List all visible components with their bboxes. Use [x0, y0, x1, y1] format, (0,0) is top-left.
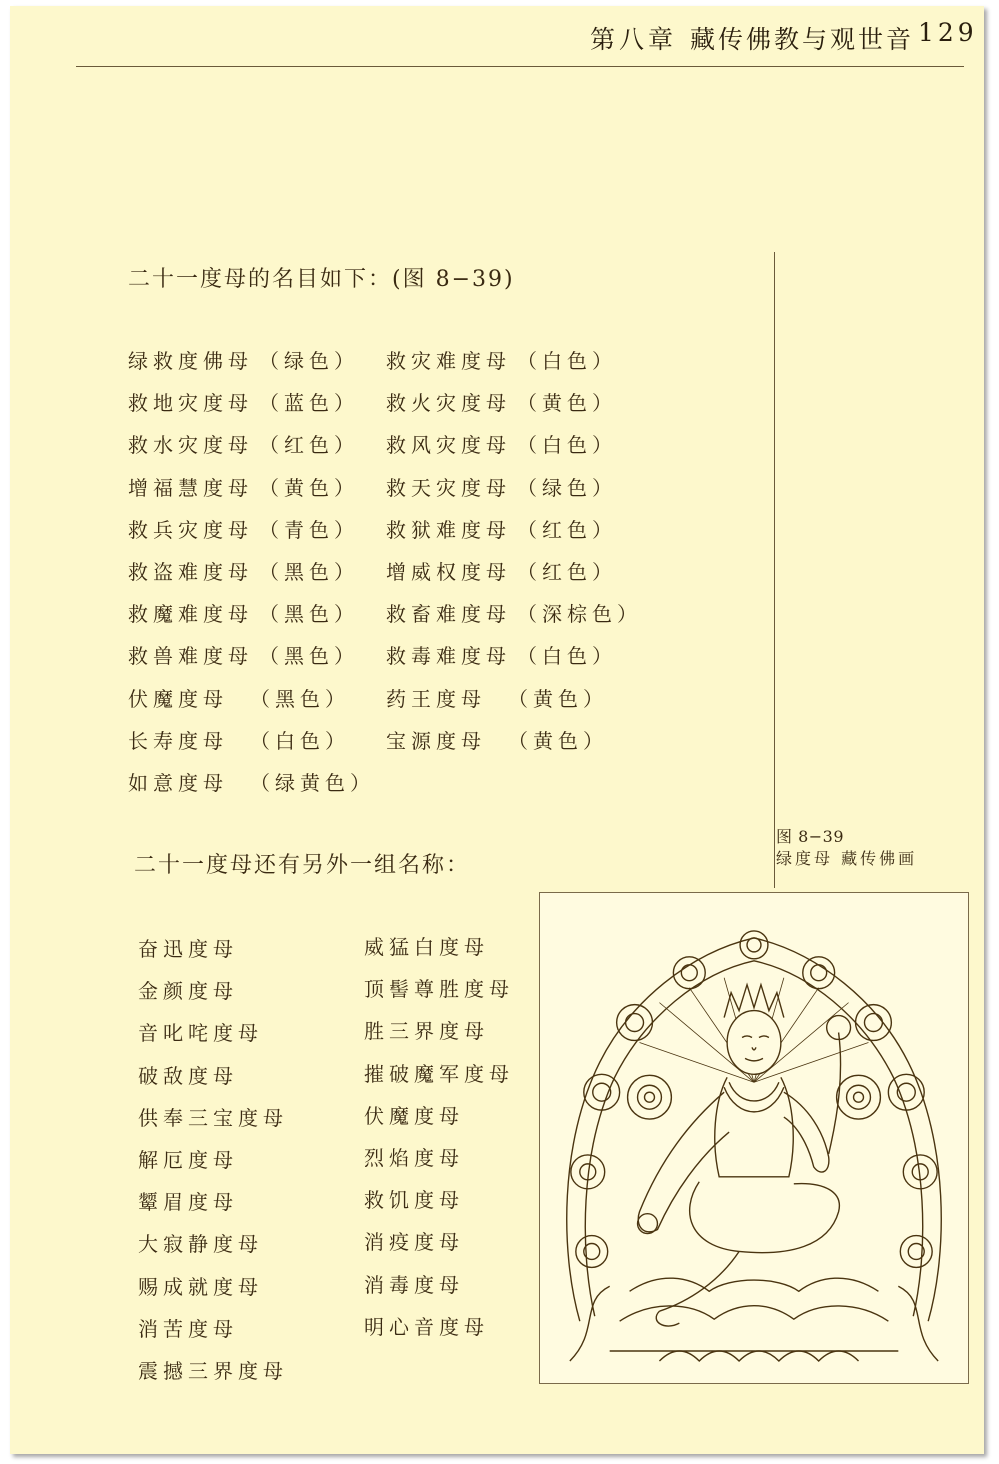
tara-name: 如意度母: [128, 770, 228, 795]
tara-name: 救地灾度母: [128, 391, 253, 416]
tara-color: （白色）: [250, 728, 350, 753]
figure-caption: [776, 826, 917, 870]
tara-color: （黑色）: [250, 686, 350, 711]
tara-name: 救灾难度母: [386, 349, 511, 373]
tara-name: 救火灾度母: [386, 391, 511, 416]
tara-color: （黄色）: [517, 391, 617, 416]
list-item: 威猛白度母: [364, 935, 489, 959]
list-item: 破敌度母: [138, 1063, 238, 1088]
tara-name: 绿救度佛母: [128, 349, 253, 373]
tara-color: （深棕色）: [517, 602, 642, 627]
tara-name: 增威权度母: [386, 559, 511, 584]
chapter-title: 藏传佛教与观世音: [690, 25, 915, 54]
tara-name: 宝源度母: [386, 728, 486, 753]
tara-name: 救盗难度母: [128, 559, 253, 584]
figure-description: 绿度母 藏传佛画: [776, 849, 918, 868]
list-item: 赐成就度母: [138, 1274, 263, 1299]
tara-name: 救兽难度母: [128, 644, 253, 669]
list-item: 供奉三宝度母: [138, 1105, 288, 1130]
tara-color: （黑色）: [259, 559, 359, 584]
tara-name: 药王度母: [386, 686, 486, 711]
tara-name: 增福慧度母: [128, 475, 253, 500]
list-item: 消毒度母: [364, 1272, 464, 1297]
page-number: 129: [918, 18, 978, 47]
tara-list-2-left: [138, 928, 288, 1392]
tara-color: （白色）: [517, 349, 617, 373]
tara-name: 长寿度母: [128, 728, 228, 753]
list-item: [128, 762, 375, 804]
list-item: 明心音度母: [364, 1314, 489, 1339]
list-item: [386, 551, 642, 593]
list-item: 顶髻尊胜度母: [364, 977, 514, 1002]
list-item: [386, 509, 642, 551]
tara-color: （黄色）: [508, 686, 608, 711]
tara-name: 救水灾度母: [128, 433, 253, 458]
book-page: [10, 6, 984, 1454]
list-item: [128, 340, 375, 382]
green-tara-drawing: [540, 893, 968, 1383]
list-item: [128, 467, 375, 509]
list-item: [128, 593, 375, 635]
list-item: [128, 678, 375, 720]
list-item: 震撼三界度母: [138, 1358, 288, 1383]
list-item: 大寂静度母: [138, 1232, 263, 1257]
green-tara-illustration: [539, 892, 969, 1384]
list-item: [386, 635, 642, 677]
list-item: [386, 424, 642, 466]
tara-list-1-right: [386, 340, 642, 762]
tara-color: （绿黄色）: [250, 770, 375, 795]
tara-color: （白色）: [517, 644, 617, 669]
list-item: 救饥度母: [364, 1188, 464, 1213]
list-item: 音叱咤度母: [138, 1021, 263, 1046]
list-item: [386, 382, 642, 424]
tara-color: （红色）: [517, 559, 617, 584]
intro-paragraph-1: 二十一度母的名目如下：(图 8−39): [128, 267, 515, 292]
list-item: 奋迅度母: [138, 937, 238, 961]
list-item: [386, 340, 642, 382]
list-item: 解厄度母: [138, 1147, 238, 1172]
list-item: [128, 551, 375, 593]
chapter-label: 第八章: [590, 25, 678, 54]
tara-color: （黄色）: [508, 728, 608, 753]
tara-name: 救毒难度母: [386, 644, 511, 669]
list-item: [386, 593, 642, 635]
tara-color: （红色）: [517, 517, 617, 542]
tara-color: （绿色）: [259, 349, 359, 373]
list-item: [128, 720, 375, 762]
tara-color: （白色）: [517, 433, 617, 458]
list-item: 胜三界度母: [364, 1019, 489, 1044]
tara-name: 救风灾度母: [386, 433, 511, 458]
tara-name: 救魔难度母: [128, 602, 253, 627]
tara-name: 救狱难度母: [386, 517, 511, 542]
figure-divider-line: [774, 252, 775, 888]
tara-list-1-left: [128, 340, 375, 804]
list-item: [386, 467, 642, 509]
list-item: [128, 424, 375, 466]
header-divider: [76, 66, 964, 67]
figure-number: 图 8−39: [776, 827, 845, 846]
tara-name: 救畜难度母: [386, 602, 511, 627]
page-header: [10, 6, 984, 68]
list-item: 摧破魔军度母: [364, 1061, 514, 1086]
tara-name: 救天灾度母: [386, 475, 511, 500]
list-item: 消疫度母: [364, 1230, 464, 1255]
tara-color: （黄色）: [259, 475, 359, 500]
list-item: [128, 509, 375, 551]
list-item: 伏魔度母: [364, 1103, 464, 1128]
tara-color: （红色）: [259, 433, 359, 458]
list-item: 金颜度母: [138, 979, 238, 1004]
list-item: 颦眉度母: [138, 1190, 238, 1215]
intro-paragraph-2: 二十一度母还有另外一组名称：: [134, 853, 471, 878]
tara-name: 救兵灾度母: [128, 517, 253, 542]
tara-color: （黑色）: [259, 644, 359, 669]
tara-list-2-right: [364, 926, 514, 1348]
tara-color: （黑色）: [259, 602, 359, 627]
tara-color: （绿色）: [517, 475, 617, 500]
list-item: 消苦度母: [138, 1316, 238, 1341]
tara-color: （青色）: [259, 517, 359, 542]
list-item: 烈焰度母: [364, 1145, 464, 1170]
tara-color: （蓝色）: [259, 391, 359, 416]
list-item: [128, 382, 375, 424]
tara-name: 伏魔度母: [128, 686, 228, 711]
list-item: [386, 678, 642, 720]
list-item: [386, 720, 642, 762]
list-item: [128, 635, 375, 677]
